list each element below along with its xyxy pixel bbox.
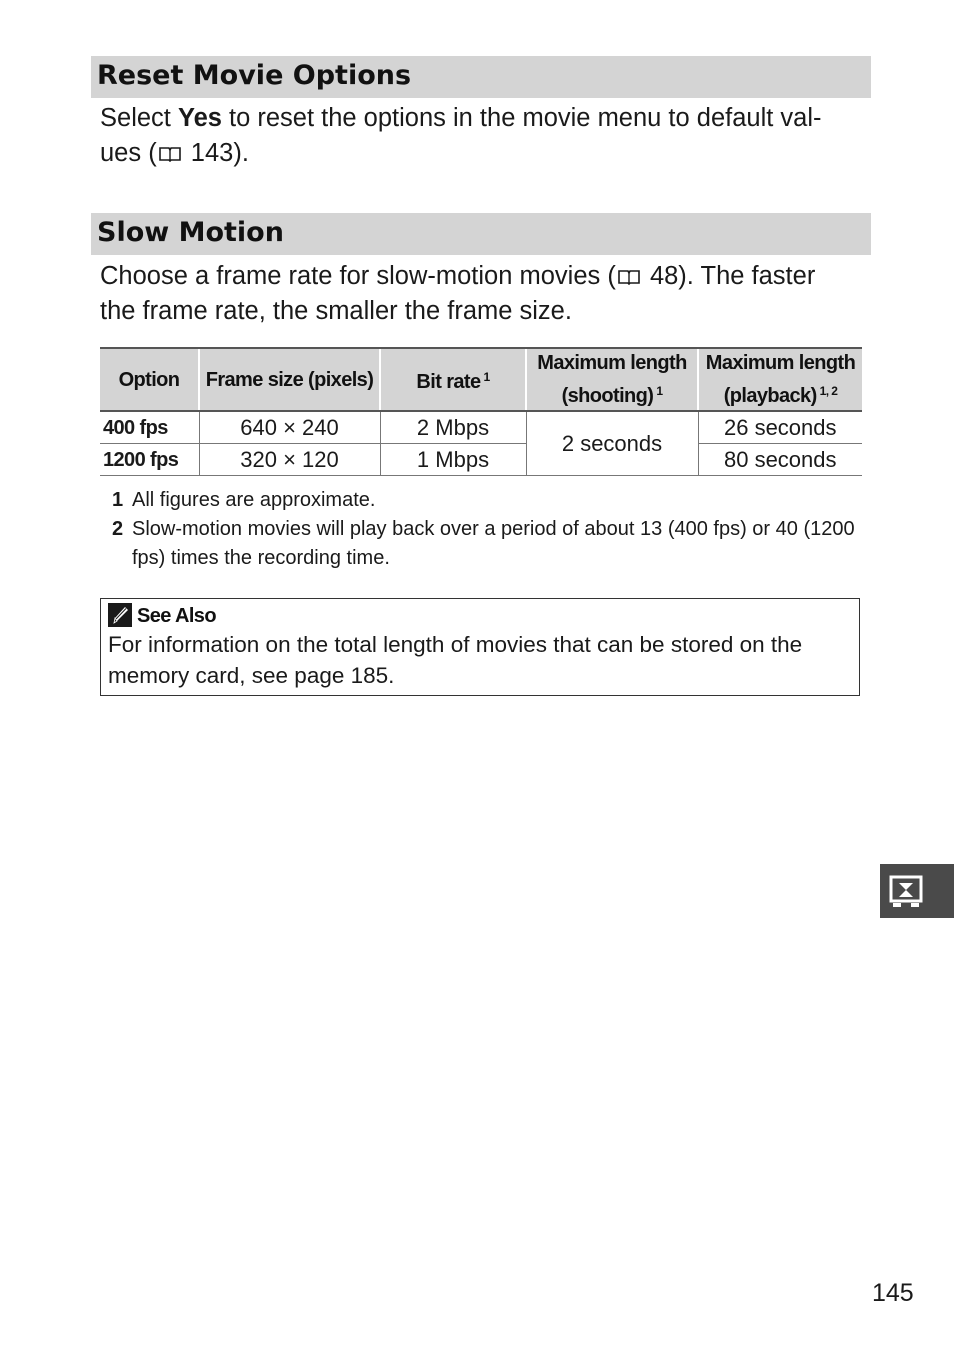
footnote-ref: 1: [656, 384, 663, 398]
section-header-reset-movie-options: [91, 56, 871, 98]
footnote-ref: 1: [483, 370, 490, 384]
footnote-number: 2: [112, 518, 124, 540]
footnote: [112, 515, 862, 573]
cell-bit-rate: 1 Mbps: [380, 444, 526, 476]
cell-frame-size: 320 × 120: [199, 444, 380, 476]
text: Option: [118, 368, 180, 391]
cell-max-length-playback: 26 seconds: [698, 411, 862, 444]
cell-option: 400 fps: [100, 411, 199, 444]
text: (playback): [723, 385, 817, 407]
text: 143).: [183, 139, 249, 167]
slow-motion-description: [100, 259, 862, 329]
section-title: Reset Movie Options: [97, 60, 412, 91]
slow-motion-table: [100, 347, 862, 476]
section-header-slow-motion: [91, 213, 871, 255]
slow-line-2: the frame rate, the smaller the frame size.: [100, 297, 572, 325]
chapter-tab: [880, 864, 954, 918]
text: Frame size (pixels): [205, 368, 374, 391]
reset-line-2: [100, 136, 862, 171]
footnote: [112, 486, 862, 515]
reset-line-1: [100, 101, 862, 136]
footnote-number: 1: [112, 489, 124, 511]
cell-option: 1200 fps: [100, 444, 199, 476]
text: Maximum length: [705, 352, 856, 374]
reset-description: [100, 101, 862, 171]
header-bit-rate: [380, 348, 526, 411]
footnote-text: All figures are approximate.: [132, 489, 376, 511]
text: Choose a frame rate for slow-motion movies (: [100, 262, 616, 290]
page-reference-icon: [618, 269, 640, 285]
cell-max-length-playback: 80 seconds: [698, 444, 862, 476]
text: See Also: [137, 605, 216, 627]
cell-frame-size: 640 × 240: [199, 411, 380, 444]
text: (shooting): [561, 385, 654, 407]
pencil-note-icon: [108, 603, 132, 627]
table-row: [100, 411, 862, 444]
footnote-text: Slow-motion movies will play back over a period of about 13 (400 fps) or 40 (1200 fps) times the recording time.: [132, 518, 855, 569]
section-title: Slow Motion: [97, 217, 284, 248]
slow-line-1: [100, 259, 862, 294]
table-header-row: [100, 348, 862, 411]
movie-menu-icon: [889, 873, 925, 909]
header-max-length-playback: [698, 348, 862, 411]
see-also-text: For information on the total length of movies that can be stored on the memory card, see page 185.: [108, 632, 803, 688]
page-reference-icon: [159, 146, 181, 162]
page-number: 145: [872, 1279, 914, 1307]
text: Bit rate: [416, 371, 481, 393]
header-frame-size: [199, 348, 380, 411]
footnote-ref: 1, 2: [819, 384, 838, 398]
table-footnotes: [112, 486, 862, 573]
table-row: [100, 444, 862, 476]
see-also-heading: [108, 603, 216, 629]
header-option: [100, 348, 199, 411]
text: Maximum length: [537, 352, 687, 374]
text: Select: [100, 104, 178, 132]
yes-option-label: Yes: [177, 104, 222, 132]
see-also-box: [100, 598, 860, 696]
cell-bit-rate: 2 Mbps: [380, 411, 526, 444]
header-max-length-shooting: [526, 348, 698, 411]
text: ues (: [100, 139, 157, 167]
cell-max-length-shooting: 2 seconds: [526, 411, 698, 476]
text: 48). The faster: [642, 262, 816, 290]
text: to reset the options in the movie menu to default val-: [221, 104, 822, 132]
